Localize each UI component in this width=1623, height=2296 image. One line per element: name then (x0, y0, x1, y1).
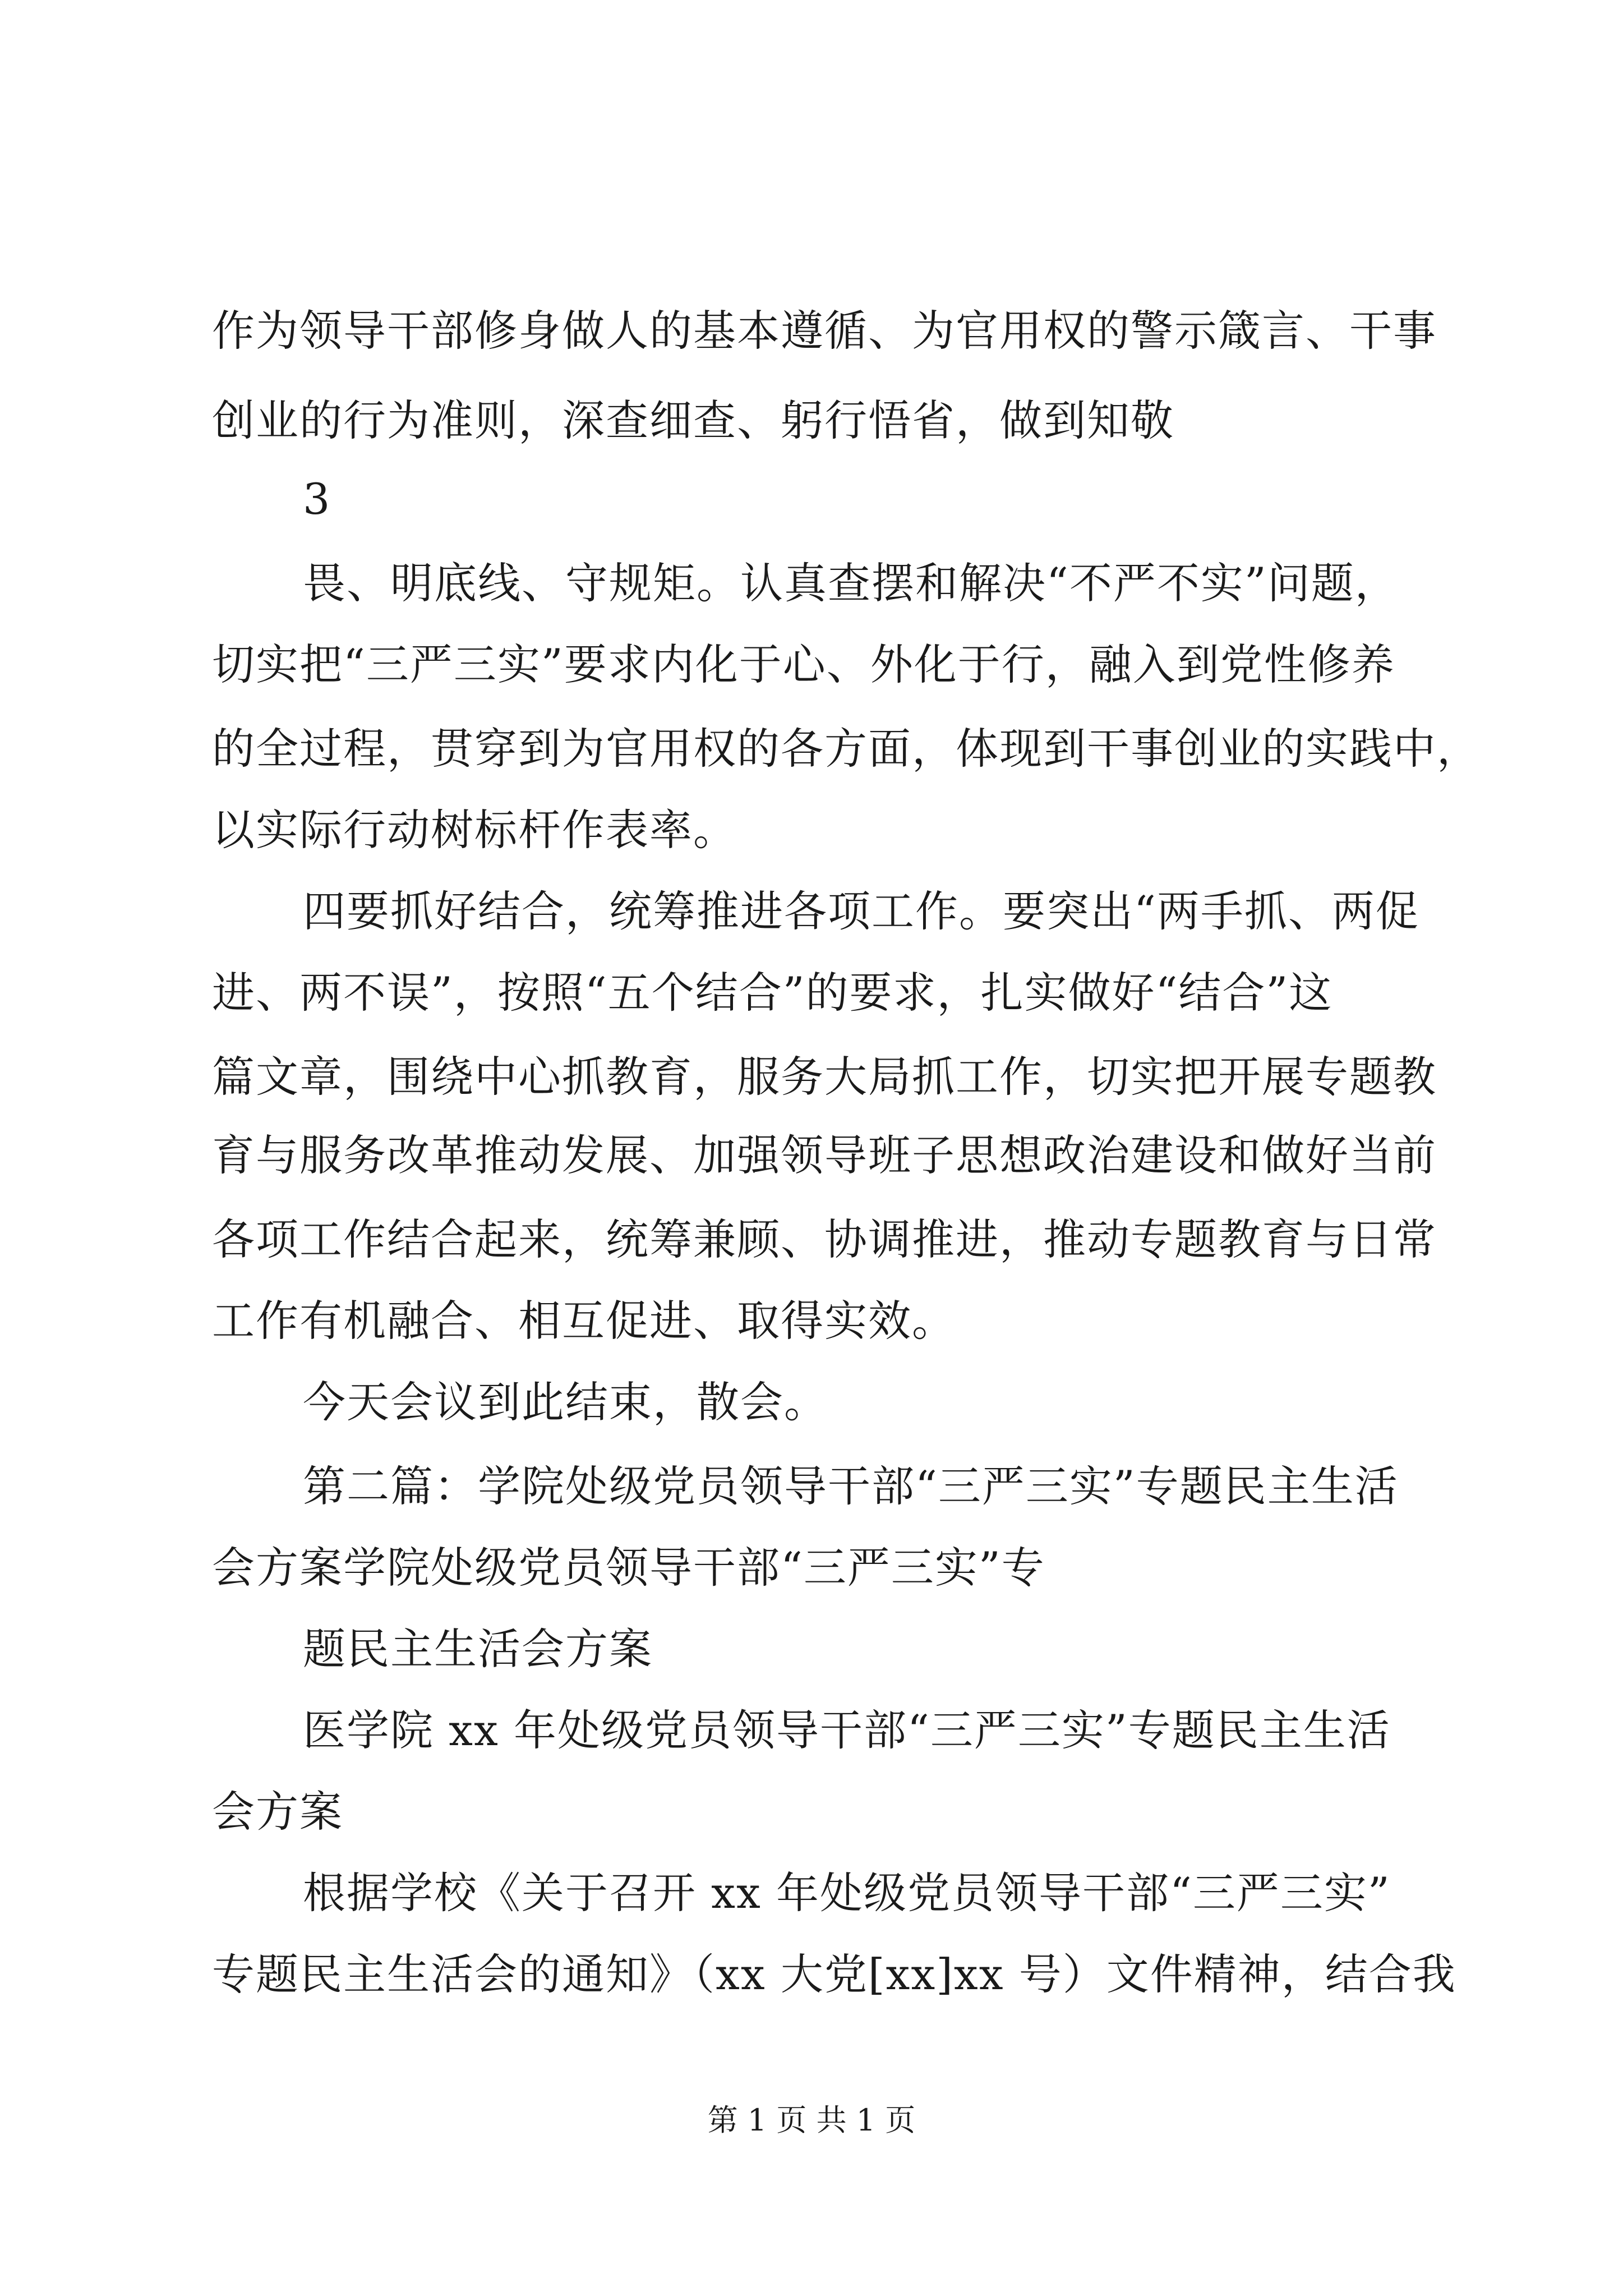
body-text-line: 根据学校《关于召开 xx 年处级党员领导干部“三严三实” (303, 1868, 1391, 1918)
body-text-line: 育与服务改革推动发展、加强领导班子思想政治建设和做好当前 (212, 1130, 1437, 1180)
body-text-line: 进、两不误”，按照“五个结合”的要求，扎实做好“结合”这 (212, 968, 1333, 1018)
body-text-line: 各项工作结合起来，统筹兼顾、协调推进，推动专题教育与日常 (212, 1214, 1437, 1264)
body-text-line: 篇文章，围绕中心抓教育，服务大局抓工作，切实把开展专题教 (212, 1052, 1437, 1102)
body-text-line: 的全过程，贯穿到为官用权的各方面，体现到干事创业的实践中， (212, 724, 1481, 774)
page-number-marker: 3 (303, 474, 331, 524)
body-text-line: 切实把“三严三实”要求内化于心、外化于行，融入到党性修养 (212, 639, 1395, 689)
body-text-line: 畏、明底线、守规矩。认真查摆和解决“不严不实”问题， (303, 558, 1399, 608)
body-text-line: 创业的行为准则，深查细查、躬行悟省，做到知敬 (212, 395, 1174, 445)
section-heading-line: 题民主生活会方案 (303, 1624, 653, 1674)
body-text-line: 今天会议到此结束，散会。 (303, 1377, 828, 1427)
body-text-line: 四要抓好结合，统筹推进各项工作。要突出“两手抓、两促 (303, 886, 1419, 936)
body-text-line: 专题民主生活会的通知》（xx 大党[xx]xx 号）文件精神，结合我 (212, 1949, 1456, 1999)
section-heading-line: 第二篇：学院处级党员领导干部“三严三实”专题民主生活 (303, 1461, 1399, 1511)
body-text-line: 会方案 (212, 1787, 343, 1837)
body-text-line: 作为领导干部修身做人的基本遵循、为官用权的警示箴言、干事 (212, 306, 1437, 356)
page-footer: 第 1 页 共 1 页 (707, 2102, 916, 2138)
body-text-line: 医学院 xx 年处级党员领导干部“三严三实”专题民主生活 (303, 1705, 1391, 1755)
body-text-line: 工作有机融合、相互促进、取得实效。 (212, 1296, 956, 1346)
body-text-line: 以实际行动树标杆作表率。 (212, 805, 737, 855)
section-heading-line: 会方案学院处级党员领导干部“三严三实”专 (212, 1543, 1045, 1593)
